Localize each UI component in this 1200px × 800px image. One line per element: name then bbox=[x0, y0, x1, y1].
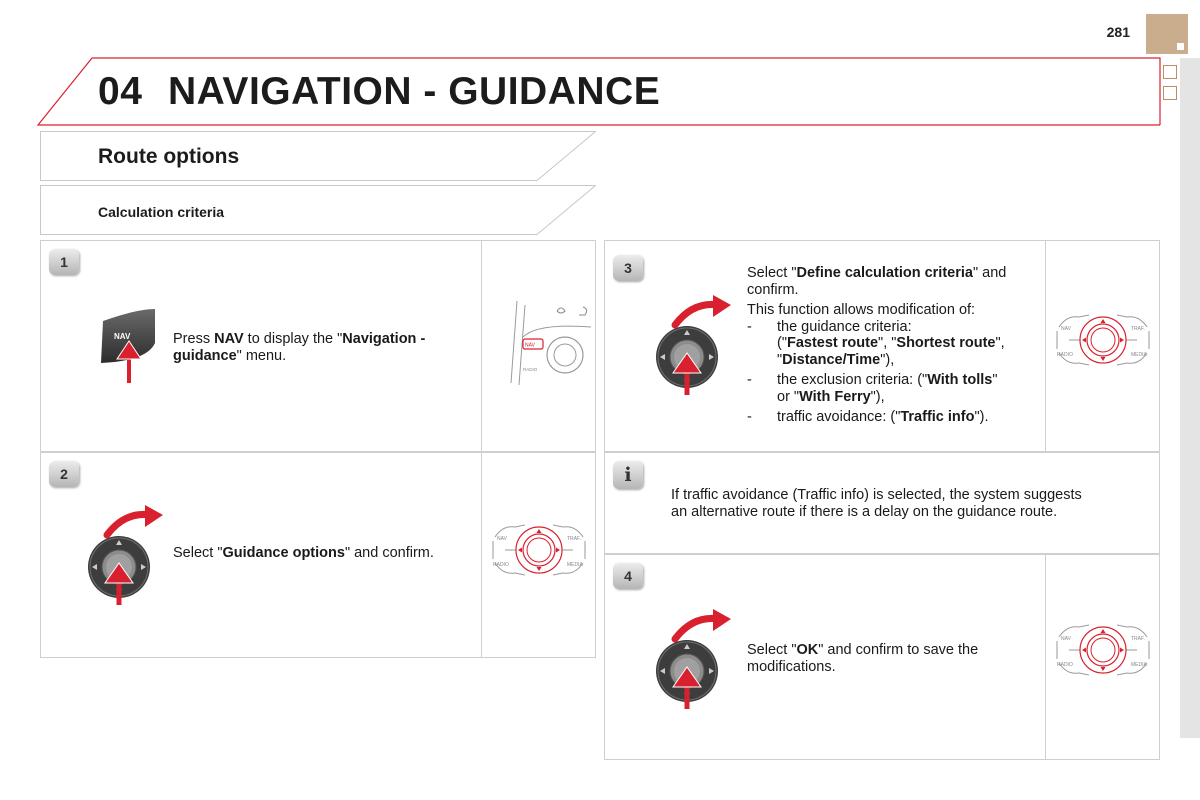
page-number: 281 bbox=[1106, 24, 1130, 40]
chapter-tab bbox=[1146, 14, 1188, 54]
step-4-text: Select "OK" and confirm to save the modifications. bbox=[747, 642, 979, 675]
svg-text:NAV: NAV bbox=[525, 342, 535, 349]
step-badge: 1 bbox=[49, 249, 79, 275]
step-1-text: Press NAV to display the "Navigation - guidance" menu. bbox=[173, 331, 426, 364]
panel-label-nav: NAV bbox=[497, 536, 507, 542]
subsection-banner bbox=[40, 185, 596, 235]
nav-button-label: NAV bbox=[114, 332, 131, 341]
step-3-text: Select "Define calculation criteria" and confirm. This function allows modification of: - the guidance criteria: ("Fastest route", "Shortest route", "Distance/Time"), - the exclusion criteria: ("With tolls" or "With Ferry"), - traffic avoidance: ("Traffic info"). bbox=[747, 265, 1043, 426]
bullet-item: - traffic avoidance: ("Traffic info"). bbox=[747, 409, 989, 425]
bullet-item: - the guidance criteria: ("Fastest route", "Shortest route", "Distance/Time"), bbox=[747, 318, 1005, 368]
step-badge: 2 bbox=[49, 461, 79, 487]
panel-label-nav: NAV bbox=[1061, 636, 1071, 642]
step-4-box bbox=[604, 554, 1160, 760]
control-panel-icon bbox=[1053, 617, 1153, 683]
panel-label-nav: NAV bbox=[1061, 326, 1071, 332]
rotary-knob-icon bbox=[653, 295, 733, 399]
control-panel-icon bbox=[489, 517, 589, 583]
step-badge: 4 bbox=[613, 563, 643, 589]
step-2-text: Select "Guidance options" and confirm. bbox=[173, 545, 434, 561]
info-text: If traffic avoidance (Traffic info) is selected, the system suggests an alternative route if there is a delay on the guidance route. bbox=[671, 487, 1082, 520]
step-1-box bbox=[40, 240, 596, 452]
panel-label-radio: RADIO bbox=[1057, 662, 1073, 668]
rotary-knob-icon bbox=[653, 609, 733, 713]
section-banner bbox=[40, 131, 596, 181]
info-box bbox=[604, 452, 1160, 554]
panel-label-radio: RADIO bbox=[493, 562, 509, 568]
nav-button-icon bbox=[97, 307, 159, 387]
panel-label-media: MEDIA bbox=[1131, 352, 1147, 358]
dashboard-console-icon bbox=[497, 297, 593, 387]
step-2-box bbox=[40, 452, 596, 658]
tab-marker bbox=[1177, 43, 1184, 50]
section-title: Route options bbox=[98, 145, 240, 168]
step-3-box bbox=[604, 240, 1160, 452]
info-icon: i bbox=[613, 461, 643, 489]
panel-label-traf: TRAF. bbox=[567, 536, 581, 542]
side-bar bbox=[1180, 58, 1200, 738]
svg-text:RADIO: RADIO bbox=[523, 367, 538, 372]
chapter-number: 04 bbox=[98, 70, 143, 113]
panel-label-traf: TRAF. bbox=[1131, 326, 1145, 332]
step-badge: 3 bbox=[613, 255, 643, 281]
panel-label-media: MEDIA bbox=[567, 562, 583, 568]
panel-label-traf: TRAF. bbox=[1131, 636, 1145, 642]
chapter-title: NAVIGATION - GUIDANCE bbox=[168, 70, 661, 113]
control-panel-icon bbox=[1053, 307, 1153, 373]
tab-square-icon bbox=[1163, 86, 1177, 100]
bullet-item: - the exclusion criteria: ("With tolls" or "With Ferry"), bbox=[747, 372, 998, 405]
rotary-knob-icon bbox=[85, 505, 165, 609]
panel-label-media: MEDIA bbox=[1131, 662, 1147, 668]
panel-label-radio: RADIO bbox=[1057, 352, 1073, 358]
subsection-title: Calculation criteria bbox=[98, 204, 225, 220]
tab-square-icon bbox=[1163, 65, 1177, 79]
